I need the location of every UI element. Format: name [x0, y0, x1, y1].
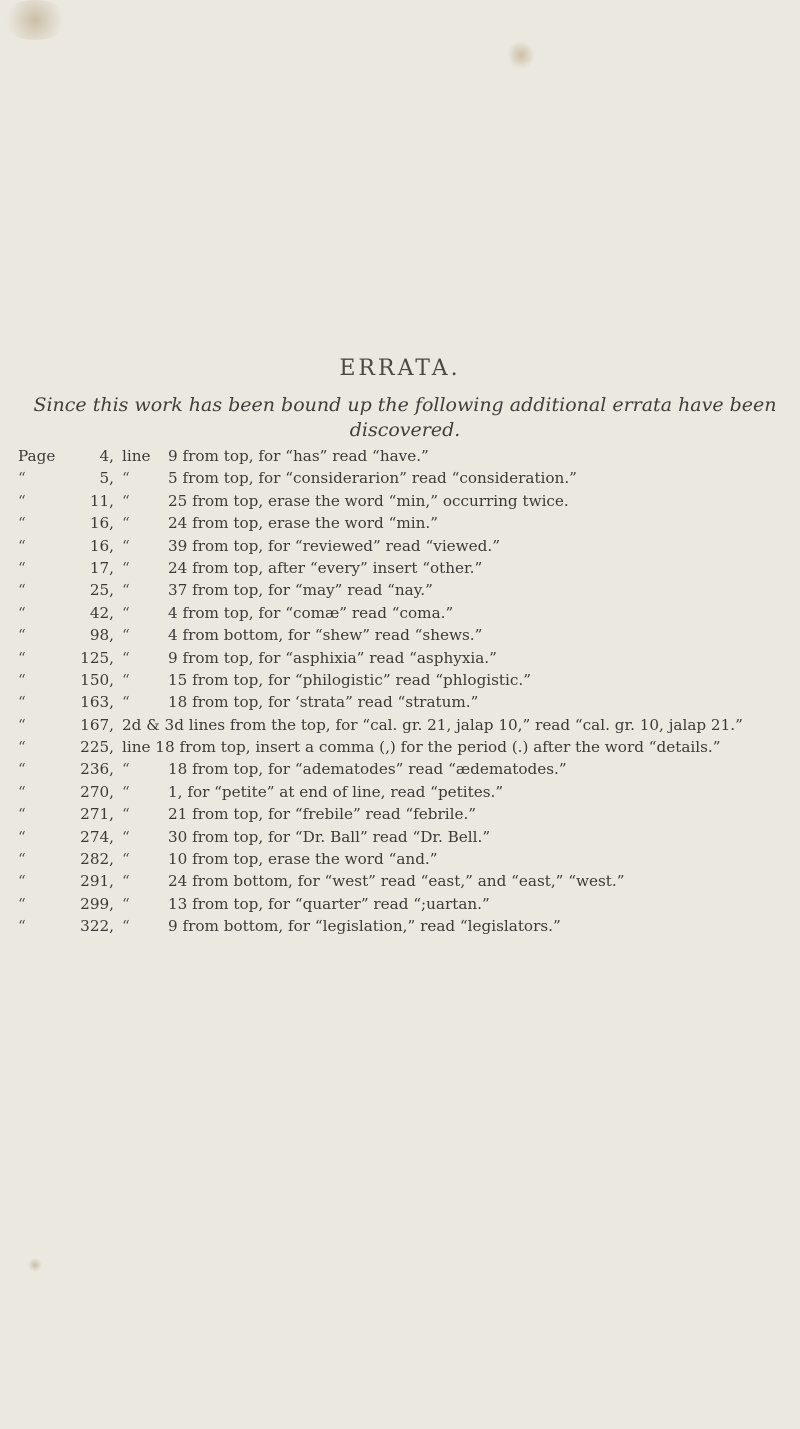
entry-correction-text: 15 from top, for “philogistic” read “phlogistic.” — [168, 670, 531, 689]
entry-correction-text: 39 from top, for “reviewed” read “viewed.” — [168, 536, 500, 555]
entry-page-number: 167, — [80, 715, 114, 734]
entry-page-number: 271, — [80, 805, 114, 824]
entry-correction-text: 9 from bottom, for “legislation,” read “legislators.” — [168, 917, 561, 936]
entry-page-number: 282, — [80, 850, 114, 869]
entry-correction-text: 18 from top, for “adematodes” read “ædematodes.” — [168, 760, 567, 779]
entry-page-label: “ — [18, 872, 26, 891]
errata-entry — [0, 915, 800, 937]
entry-line-label: “ — [122, 581, 130, 600]
foxing-stain — [28, 1258, 42, 1272]
errata-entry — [0, 512, 800, 534]
entry-line-label: “ — [122, 782, 130, 801]
entry-page-number: 16, — [89, 514, 114, 533]
foxing-stain — [508, 40, 534, 70]
errata-entry — [0, 557, 800, 579]
errata-entry — [0, 445, 800, 467]
entry-page-label: “ — [18, 603, 26, 622]
entry-correction-text: 21 from top, for “frebile” read “febrile.” — [168, 805, 477, 824]
entry-page-number: 274, — [80, 827, 114, 846]
entry-correction-text: 2d & 3d lines from the top, for “cal. gr. 21, jalap 10,” read “cal. gr. 10, jalap 21.” — [122, 715, 743, 734]
entry-page-label: “ — [18, 581, 26, 600]
errata-entry — [0, 714, 800, 736]
entry-correction-text: 4 from bottom, for “shew” read “shews.” — [168, 626, 483, 645]
entry-line-label: “ — [122, 872, 130, 891]
entry-page-label: “ — [18, 715, 26, 734]
entry-line-label: “ — [122, 917, 130, 936]
errata-entry — [0, 870, 800, 892]
entry-line-label: “ — [122, 850, 130, 869]
entry-page-number: 299, — [80, 894, 114, 913]
errata-entry — [0, 781, 800, 803]
entry-line-label: “ — [122, 760, 130, 779]
entry-page-number: 98, — [89, 626, 114, 645]
errata-entry — [0, 691, 800, 713]
entry-line-label: “ — [122, 514, 130, 533]
entry-correction-text: 37 from top, for “may” read “nay.” — [168, 581, 433, 600]
entry-line-label: “ — [122, 693, 130, 712]
entry-page-label: “ — [18, 917, 26, 936]
errata-entry — [0, 803, 800, 825]
entry-page-label: “ — [18, 827, 26, 846]
entry-line-label: “ — [122, 558, 130, 577]
entry-correction-text: 24 from top, erase the word “min.” — [168, 514, 438, 533]
entry-page-number: 322, — [80, 917, 114, 936]
entry-correction-text: 13 from top, for “quarter” read “;uartan.” — [168, 894, 490, 913]
errata-entry — [0, 535, 800, 557]
entry-page-label: “ — [18, 738, 26, 757]
entry-line-label: “ — [122, 491, 130, 510]
entry-page-label: “ — [18, 514, 26, 533]
entry-correction-text: 9 from top, for “asphixia” read “asphyxia.” — [168, 648, 497, 667]
entry-page-number: 150, — [80, 670, 114, 689]
entry-page-number: 11, — [89, 491, 114, 510]
entry-correction-text: 4 from top, for “comæ” read “coma.” — [168, 603, 454, 622]
entry-page-number: 5, — [99, 469, 114, 488]
errata-list — [0, 445, 800, 938]
entry-line-label: “ — [122, 805, 130, 824]
entry-page-label: Page — [18, 447, 56, 465]
entry-page-number: 270, — [80, 782, 114, 801]
entry-page-label: “ — [18, 648, 26, 667]
entry-line-label: “ — [122, 670, 130, 689]
entry-page-number: 25, — [89, 581, 114, 600]
entry-line-label: “ — [122, 603, 130, 622]
entry-page-label: “ — [18, 760, 26, 779]
entry-correction-text: 24 from top, after “every” insert “other.” — [168, 558, 483, 577]
entry-correction-text: line 18 from top, insert a comma (,) for the period (.) after the word “details.” — [122, 738, 721, 757]
intro-text: Since this work has been bound up the following additional errata have been discovered. — [33, 394, 777, 441]
entry-page-number: 236, — [80, 760, 114, 779]
entry-page-label: “ — [18, 670, 26, 689]
entry-page-label: “ — [18, 693, 26, 712]
entry-page-label: “ — [18, 469, 26, 488]
entry-correction-text: 10 from top, erase the word “and.” — [168, 850, 438, 869]
entry-line-label: “ — [122, 536, 130, 555]
entry-line-label: “ — [122, 626, 130, 645]
entry-correction-text: 30 from top, for “Dr. Ball” read “Dr. Bell.” — [168, 827, 491, 846]
entry-correction-text: 1, for “petite” at end of line, read “petites.” — [168, 782, 504, 801]
entry-page-label: “ — [18, 894, 26, 913]
entry-page-number: 125, — [80, 648, 114, 667]
errata-entry — [0, 467, 800, 489]
entry-line-label: line — [122, 447, 151, 465]
entry-correction-text: 24 from bottom, for “west” read “east,” and “east,” “west.” — [168, 872, 625, 891]
entry-page-label: “ — [18, 626, 26, 645]
entry-line-label: “ — [122, 827, 130, 846]
errata-entry — [0, 602, 800, 624]
entry-page-label: “ — [18, 805, 26, 824]
entry-page-label: “ — [18, 536, 26, 555]
entry-page-label: “ — [18, 850, 26, 869]
entry-page-number: 42, — [89, 603, 114, 622]
page-title: ERRATA. — [339, 356, 461, 381]
entry-correction-text: 18 from top, for ‘strata” read “stratum.” — [168, 693, 479, 712]
entry-correction-text: 5 from top, for “considerarion” read “consideration.” — [168, 469, 577, 488]
entry-page-number: 17, — [89, 558, 114, 577]
errata-entry — [0, 579, 800, 601]
errata-entry — [0, 736, 800, 758]
errata-entry — [0, 826, 800, 848]
entry-page-label: “ — [18, 491, 26, 510]
errata-entry — [0, 848, 800, 870]
entry-page-number: 291, — [80, 872, 114, 891]
entry-page-number: 16, — [89, 536, 114, 555]
entry-page-number: 4, — [99, 447, 114, 465]
entry-line-label: “ — [122, 894, 130, 913]
errata-entry — [0, 669, 800, 691]
entry-page-number: 225, — [80, 738, 114, 757]
entry-line-label: “ — [122, 648, 130, 667]
errata-entry — [0, 893, 800, 915]
entry-correction-text: 25 from top, erase the word “min,” occurring twice. — [168, 491, 569, 510]
entry-correction-text: 9 from top, for “has” read “have.” — [168, 447, 429, 465]
entry-line-label: “ — [122, 469, 130, 488]
entry-page-label: “ — [18, 782, 26, 801]
errata-entry — [0, 624, 800, 646]
entry-page-number: 163, — [80, 693, 114, 712]
foxing-stain — [0, 0, 70, 40]
errata-entry — [0, 758, 800, 780]
errata-entry — [0, 647, 800, 669]
entry-page-label: “ — [18, 558, 26, 577]
errata-entry — [0, 490, 800, 512]
